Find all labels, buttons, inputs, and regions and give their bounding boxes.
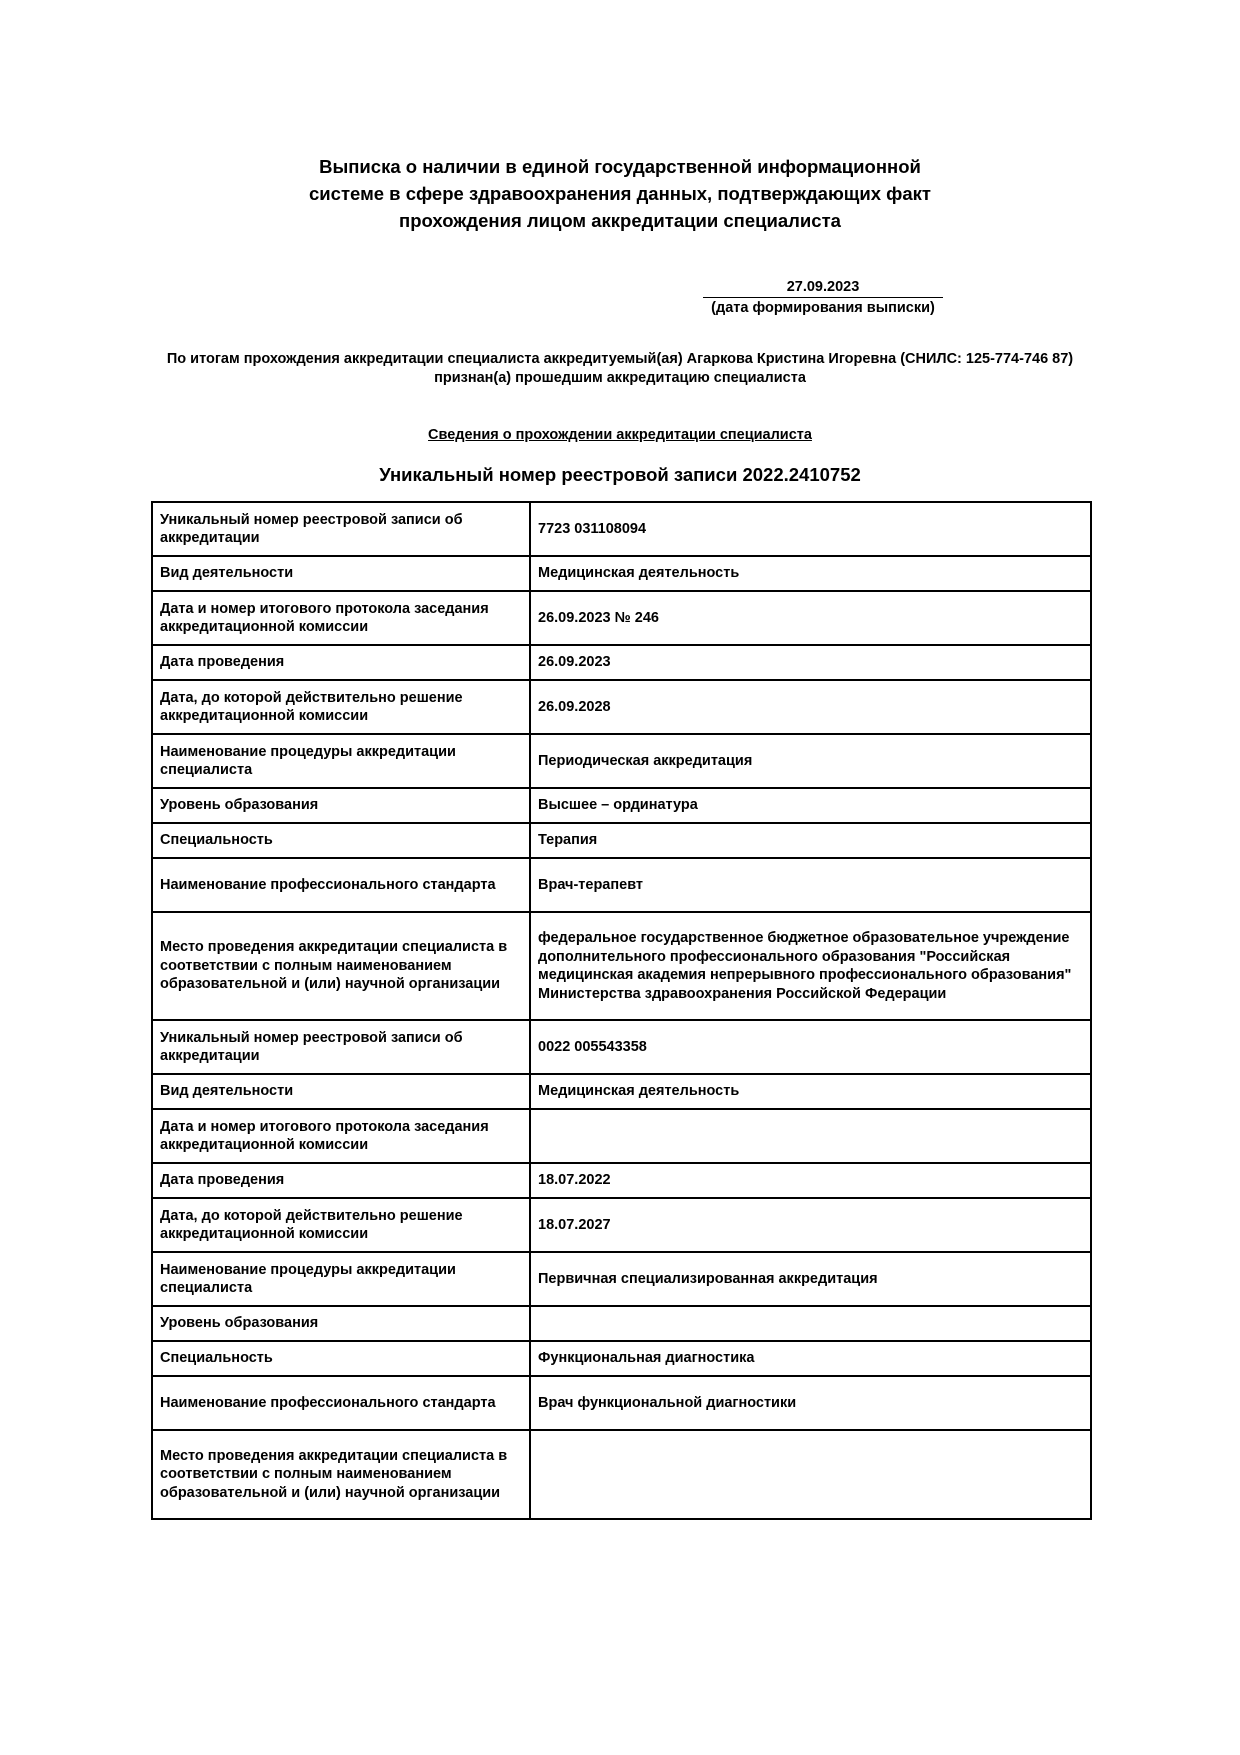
row-value: 18.07.2022	[530, 1163, 1091, 1198]
table-row	[152, 912, 1091, 1020]
row-value: Терапия	[530, 823, 1091, 858]
table-row	[152, 680, 1091, 734]
document-title-line: системе в сфере здравоохранения данных, подтверждающих факт	[309, 183, 931, 204]
row-label: Дата, до которой действительно решение аккредитационной комиссии	[152, 1198, 530, 1252]
row-label: Дата и номер итогового протокола заседания аккредитационной комиссии	[152, 591, 530, 645]
row-value: Врач функциональной диагностики	[530, 1376, 1091, 1430]
row-value	[530, 1430, 1091, 1519]
document-title-line: Выписка о наличии в единой государственной информационной	[319, 156, 921, 177]
table-row	[152, 1341, 1091, 1376]
formation-date-block	[703, 278, 943, 318]
row-label: Дата, до которой действительно решение аккредитационной комиссии	[152, 680, 530, 734]
table-row	[152, 1252, 1091, 1306]
table-row	[152, 502, 1091, 556]
table-row	[152, 734, 1091, 788]
row-label: Уровень образования	[152, 1306, 530, 1341]
row-value: федеральное государственное бюджетное образовательное учреждение дополнительного профессионального образования "Российская медицинская академия непрерывного профессионального образования" Министерства здравоохранения Российской Федерации	[530, 912, 1091, 1020]
row-value: 18.07.2027	[530, 1198, 1091, 1252]
row-value: 26.09.2023 № 246	[530, 591, 1091, 645]
row-value: Первичная специализированная аккредитация	[530, 1252, 1091, 1306]
section-heading-text: Сведения о прохождении аккредитации специалиста	[428, 427, 812, 443]
accreditation-record-table	[151, 501, 1092, 1021]
table-row	[152, 1020, 1091, 1074]
table-row	[152, 1376, 1091, 1430]
row-value: Функциональная диагностика	[530, 1341, 1091, 1376]
table-row	[152, 1306, 1091, 1341]
row-value	[530, 1306, 1091, 1341]
row-label: Уникальный номер реестровой записи об аккредитации	[152, 1020, 530, 1074]
row-label: Наименование профессионального стандарта	[152, 858, 530, 912]
table-row	[152, 788, 1091, 823]
row-label: Дата и номер итогового протокола заседания аккредитационной комиссии	[152, 1109, 530, 1163]
table-row	[152, 823, 1091, 858]
formation-date-caption: (дата формирования выписки)	[711, 300, 935, 316]
row-label: Вид деятельности	[152, 556, 530, 591]
table-row	[152, 1430, 1091, 1519]
table-row	[152, 1109, 1091, 1163]
row-label: Наименование процедуры аккредитации специалиста	[152, 1252, 530, 1306]
row-value: Медицинская деятельность	[530, 556, 1091, 591]
accreditation-record-table	[151, 1019, 1092, 1520]
document-title	[0, 153, 1240, 234]
row-value: 7723 031108094	[530, 502, 1091, 556]
row-label: Наименование процедуры аккредитации специалиста	[152, 734, 530, 788]
table-row	[152, 1163, 1091, 1198]
table-row	[152, 1074, 1091, 1109]
table-row	[152, 1198, 1091, 1252]
row-label: Уникальный номер реестровой записи об аккредитации	[152, 502, 530, 556]
row-label: Наименование профессионального стандарта	[152, 1376, 530, 1430]
intro-paragraph: По итогам прохождения аккредитации специалиста аккредитуемый(ая) Агаркова Кристина Игоревна (СНИЛС: 125-774-746 87) признан(а) прошедшим аккредитацию специалиста	[166, 351, 1074, 386]
row-value: Врач-терапевт	[530, 858, 1091, 912]
registry-number: Уникальный номер реестровой записи 2022.2410752	[379, 464, 861, 485]
row-label: Вид деятельности	[152, 1074, 530, 1109]
row-value: Периодическая аккредитация	[530, 734, 1091, 788]
row-label: Специальность	[152, 823, 530, 858]
row-value: 0022 005543358	[530, 1020, 1091, 1074]
row-label: Дата проведения	[152, 645, 530, 680]
table-row	[152, 645, 1091, 680]
row-value: Медицинская деятельность	[530, 1074, 1091, 1109]
table-row	[152, 858, 1091, 912]
table-row	[152, 556, 1091, 591]
row-label: Место проведения аккредитации специалиста в соответствии с полным наименованием образовательной и (или) научной организации	[152, 912, 530, 1020]
row-label: Дата проведения	[152, 1163, 530, 1198]
row-value: 26.09.2028	[530, 680, 1091, 734]
section-heading	[0, 425, 1240, 445]
row-value: Высшее – ординатура	[530, 788, 1091, 823]
row-label: Специальность	[152, 1341, 530, 1376]
row-label: Уровень образования	[152, 788, 530, 823]
row-label: Место проведения аккредитации специалиста в соответствии с полным наименованием образовательной и (или) научной организации	[152, 1430, 530, 1519]
formation-date: 27.09.2023	[703, 278, 943, 298]
document-title-line: прохождения лицом аккредитации специалиста	[399, 210, 841, 231]
table-row	[152, 591, 1091, 645]
row-value: 26.09.2023	[530, 645, 1091, 680]
row-value	[530, 1109, 1091, 1163]
